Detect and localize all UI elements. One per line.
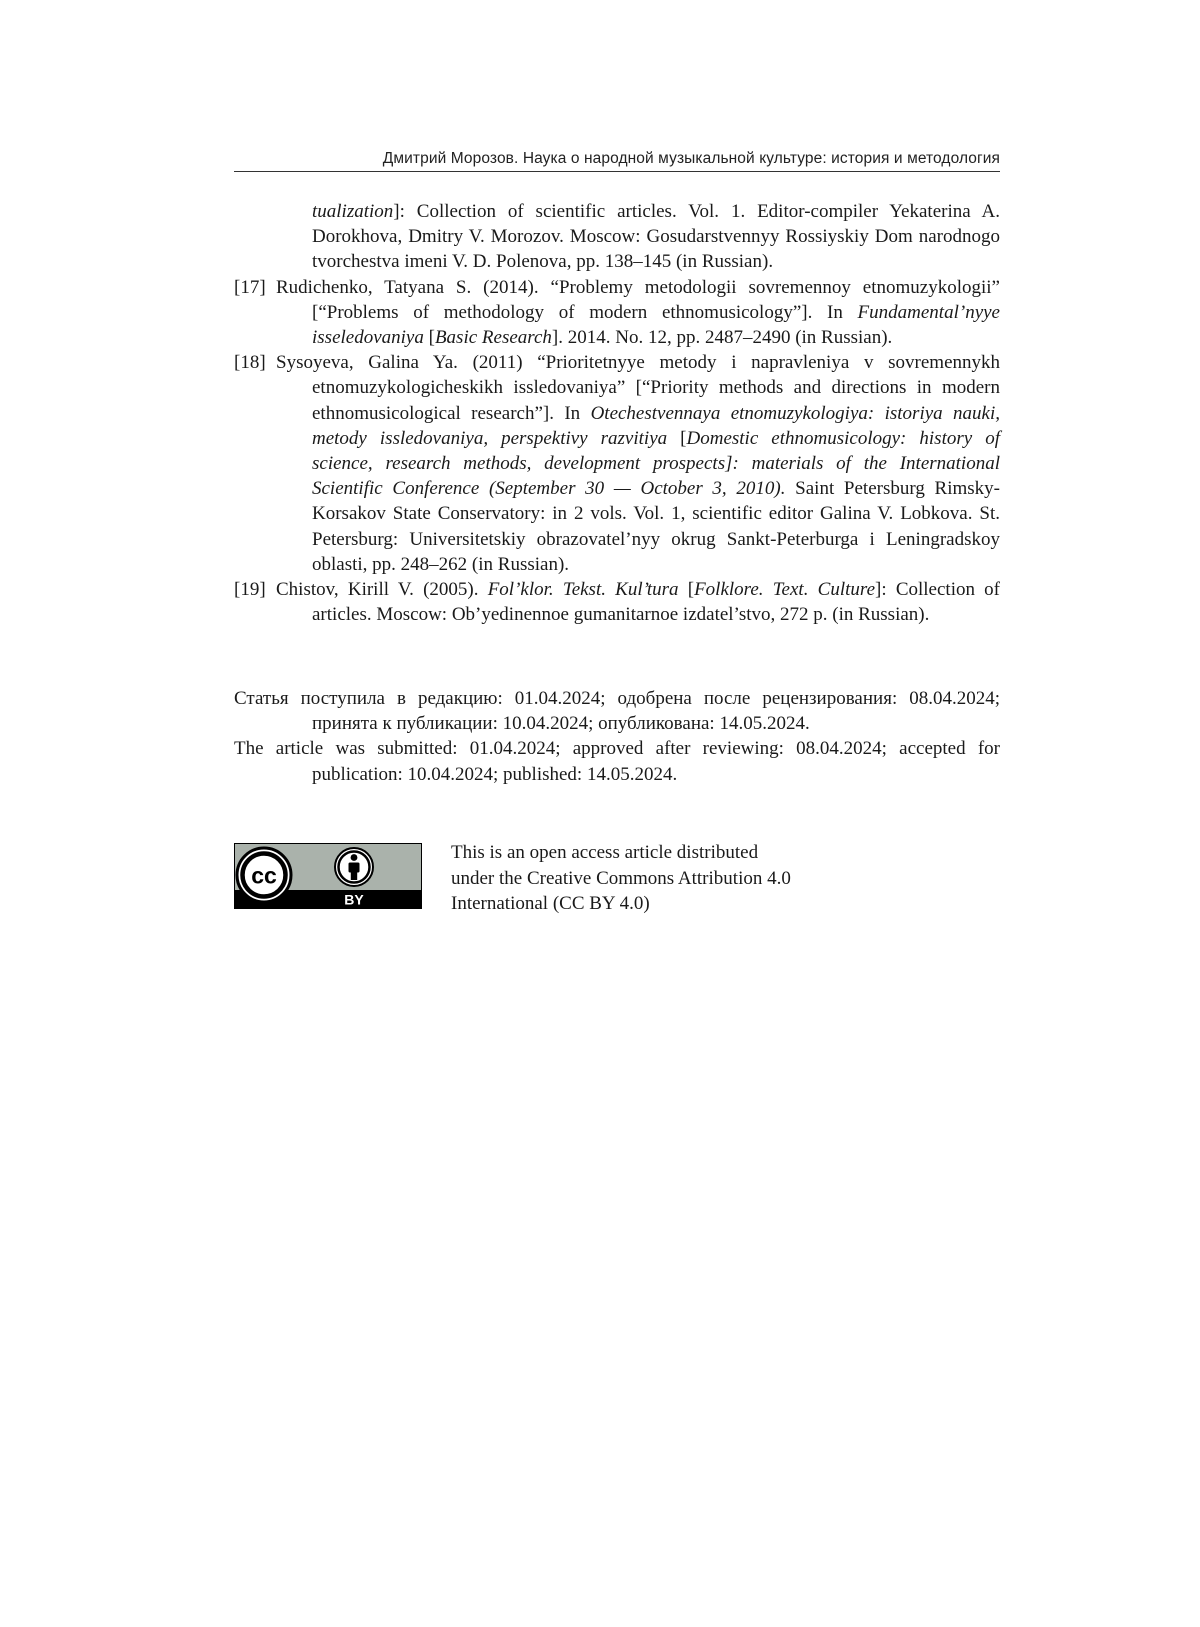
reference-17 bbox=[234, 275, 1000, 351]
license-line-2: under the Creative Commons Attribution 4.0 bbox=[451, 867, 791, 889]
license-line-1: This is an open access article distributed bbox=[451, 842, 759, 863]
ref18-italic2: Domestic ethnomusicology: history of science, research methods, development prospects]: materials of the International Scientific Conference (September 30 — October 3, 2010). bbox=[312, 427, 1000, 500]
ref17-italic2: Basic Research bbox=[434, 327, 552, 349]
reference-19 bbox=[234, 577, 1000, 627]
article-dates bbox=[234, 686, 1000, 787]
ref17-text1: Rudichenko, Tatyana S. (2014). “Problemy metodologii sovremennoy etnomuzykologii” [“Problems of methodology of modern ethnomusicology”]. In bbox=[276, 276, 1000, 323]
ref17-number: [17] bbox=[234, 276, 266, 298]
cc-letters: cc bbox=[251, 862, 277, 889]
dates-russian: Статья поступила в редакцию: 01.04.2024; одобрена после рецензирования: 08.04.2024; принята к публикации: 10.04.2024; опубликована: 14.05.2024. bbox=[234, 688, 1000, 735]
ref19-text1: Chistov, Kirill V. (2005). bbox=[276, 579, 488, 601]
ref17-italic1: Fundamental’nyye isseledovaniya bbox=[312, 301, 1000, 349]
reference-18 bbox=[234, 350, 1000, 577]
ref17-text3: ]. 2014. No. 12, pp. 2487–2490 (in Russian). bbox=[551, 327, 893, 349]
dates-english: The article was submitted: 01.04.2024; approved after reviewing: 08.04.2024; accepted for publication: 10.04.2024; published: 14.05.2024. bbox=[234, 738, 1000, 785]
ref17-text2: [ bbox=[423, 327, 435, 349]
ref18-text2: [ bbox=[667, 427, 687, 449]
ref18-italic1: Otechestvennaya etnomuzykologiya: istoriya nauki, metody issledovaniya, perspektivy razvitiya bbox=[312, 402, 1000, 449]
ref19-text2: [ bbox=[678, 579, 695, 601]
ref16-italic: tualization bbox=[312, 201, 394, 222]
ref18-number: [18] bbox=[234, 352, 266, 374]
ref19-italic2: Folklore. Text. Culture bbox=[694, 579, 876, 601]
ref18-text3: Saint Petersburg Rimsky-Korsakov State Conservatory: in 2 vols. Vol. 1, scientific editor Galina V. Lobkova. St. Petersburg: Universitetskiy obrazovatel’nyy okrug Sankt-Peterburga i Leningradskoy oblasti, pp. 248–262 (in Russian). bbox=[312, 478, 1000, 575]
reference-16-continuation bbox=[234, 199, 1000, 275]
license-text bbox=[451, 840, 871, 917]
license-line-3: International (CC BY 4.0) bbox=[451, 893, 650, 914]
reference-list bbox=[234, 199, 1000, 627]
license-block bbox=[234, 840, 1000, 930]
ref19-italic1: Fol’klor. Tekst. Kul’tura bbox=[487, 579, 679, 601]
header-rule bbox=[234, 171, 1000, 172]
ref19-number: [19] bbox=[234, 579, 266, 601]
by-label: BY bbox=[344, 891, 364, 908]
ref19-text3: ]: Collection of articles. Moscow: Ob’yedinennoe gumanitarnoe izdatel’stvo, 272 p. (in Russian). bbox=[312, 579, 1001, 626]
cc-by-badge-icon[interactable] bbox=[234, 843, 422, 909]
running-title: Дмитрий Морозов. Наука о народной музыкальной культуре: история и методология bbox=[382, 150, 1000, 167]
ref16-text: ]: Collection of scientific articles. Vol. 1. Editor-compiler Yekaterina A. Dorokhova, Dmitry V. Morozov. Moscow: Gosudarstvennyy Rossiyskiy Dom narodnogo tvorchestva imeni V. D. Polenova, pp. 138–145 (in Russian). bbox=[312, 201, 1000, 273]
ref18-text1: Sysoyeva, Galina Ya. (2011) “Prioritetnyye metody i napravleniya v sovremennykh etnomuzykologicheskikh issledovaniya” [“Priority methods and directions in modern ethnomusicological research”]. In bbox=[276, 352, 1000, 424]
